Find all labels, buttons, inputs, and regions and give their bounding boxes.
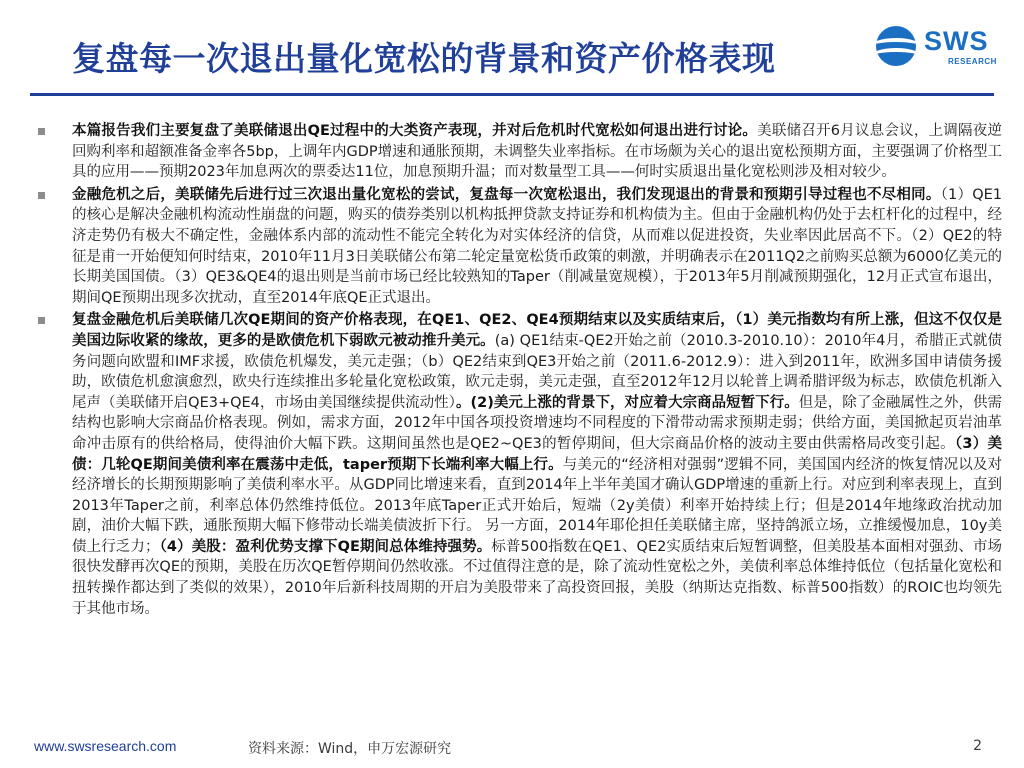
main-content <box>38 121 1002 621</box>
company-logo <box>876 26 1004 70</box>
logo-text: SWS <box>924 26 989 56</box>
bullet-square-icon <box>38 192 45 199</box>
bullet-paragraph-2 <box>38 185 1002 309</box>
bullet-square-icon <box>38 317 45 324</box>
title-divider <box>30 93 994 96</box>
bullet-square-icon <box>38 128 45 135</box>
page-title: 复盘每一次退出量化宽松的背景和资产价格表现 <box>72 39 776 78</box>
bullet-3-text-2: 但是，除了金融属性之外，供需结构也影响大宗商品价格表现。例如，需求方面，2012年中国各项投资增速均不同程度的下滑带动需求预期走弱；供给方面，美国掀起页岩油革命冲击原有的供给格局，使得油价大幅下跌。这期间虽然也是QE2~QE3的暂停期间，但大宗商品价格的波动主要由供需格局改变引起。 <box>72 394 1003 452</box>
bullet-3-text-4: 标普500指数在QE1、QE2实质结束后短暂调整，但美股基本面相对强劲、市场很快发酵再次QE的预期，美股在历次QE暂停期间仍然收涨。不过值得注意的是，除了流动性宽松之外，美债利率总体维持低位（包括量化宽松和扭转操作都达到了类似的效果），2010年后新科技周期的开启为美股带来了高投资回报，美股（纳斯达克指数、标普500指数）的ROIC也均领先于其他市场。 <box>72 538 1003 617</box>
bullet-3-bold-1: 复盘金融危机后美联储几次QE期间的资产价格表现，在QE1、QE2、QE4预期结束以及实质结束后，（1）美元指数均有所上涨，但这不仅仅是美国边际收紧的缘故，更多的是欧债危机下弱欧元被动推升美元。 <box>72 312 1002 349</box>
bullet-paragraph-3 <box>38 310 1002 619</box>
bullet-3-text-1: (a) QE1结束-QE2开始之前（2010.3-2010.10）：2010年4月，希腊正式就债务问题向欧盟和IMF求援，欧债危机爆发，美元走强；（b）QE2结束到QE3开始之前（2011.6-2012.9）：进入到2011年，欧洲多国申请债务援助，欧债危机愈演愈烈，欧央行连续推出多轮量化宽松政策，欧元走弱，美元走强，直至2012年12月以轮普上调希腊评级为标志，欧债危机渐入尾声（美联储开启QE3+QE4，市场由美国继续提供流动性） <box>72 332 1003 411</box>
footer-source-note: 资料来源：Wind，申万宏源研究 <box>248 741 452 757</box>
bullet-3-bold-2: 。(2)美元上涨的背景下，对应着大宗商品短暂下行。 <box>455 394 799 411</box>
bullet-paragraph-1 <box>38 121 1002 183</box>
logo-wave-icon <box>876 26 916 66</box>
bullet-3-text-3: 与美元的“经济相对强弱”逻辑不同，美国国内经济的恢复情况以及对经济增长的长期预期影响了美债利率水平。从GDP同比增速来看，直到2014年上半年美国才确认GDP增速的重新上行。对应到利率表现上，直到2013年Taper之前，利率总体仍然维持低位。2013年底Taper正式开始后，短端（2y美债）利率开始持续上行；但是2014年地缘政治扰动加剧，油价大幅下跌，通胀预期大幅下修带动长端美债波折下行。 另一方面，2014年耶伦担任美联储主席，坚持鸽派立场，立推缓慢加息，10y美债上行乏力； <box>72 456 1002 555</box>
bullet-1-bold: 本篇报告我们主要复盘了美联储退出QE过程中的大类资产表现，并对后危机时代宽松如何退出进行讨论。 <box>72 123 758 139</box>
bullet-3-bold-4: （4）美股：盈利优势支撑下QE期间总体维持强势。 <box>159 538 492 555</box>
bullet-1-text: 美联储召开6月议息会议，上调隔夜逆回购利率和超额准备金率各5bp，上调年内GDP增速和通胀预期，未调整失业率指标。在市场颇为关心的退出宽松预期方面，主要强调了价格型工具的应用——预期2023年加息两次的票委达11位，加息预期升温；而对数量型工具——何时实质退出量化宽松则涉及相对较少。 <box>72 123 1002 181</box>
footer-website-link[interactable]: www.swsresearch.com <box>34 738 177 754</box>
logo-subtext: RESEARCH <box>948 57 997 66</box>
bullet-3-bold-3: （3）美债：几轮QE期间美债利率在震荡中走低，taper预期下长端利率大幅上行。 <box>72 435 1002 473</box>
bullet-2-text: （1）QE1的核心是解决金融机构流动性崩盘的问题，购买的债券类别以机构抵押贷款支持证券和机构债为主。但由于金融机构仍处于去杠杆化的过程中，经济走势仍有极大不确定性，金融体系内部的流动性不能完全转化为对实体经济的信贷，从而难以促进投资，失业率因此居高不下。（2）QE2的特征是甫一开始便知何时结束，2010年11月3日美联储公布第二轮定量宽松货币政策的刺激，并明确表示在2011Q2之前购买总额为6000亿美元的长期美国国债。（3）QE3&QE4的退出则是当前市场已经比较熟知的Taper（削减量宽规模），于2013年5月削减预期强化，12月正式宣布退出，期间QE预期出现多次扰动，直至2014年底QE正式退出。 <box>72 186 1003 306</box>
page-number: 2 <box>973 738 982 754</box>
bullet-2-bold: 金融危机之后，美联储先后进行过三次退出量化宽松的尝试，复盘每一次宽松退出，我们发现退出的背景和预期引导过程也不尽相同。 <box>72 186 941 203</box>
